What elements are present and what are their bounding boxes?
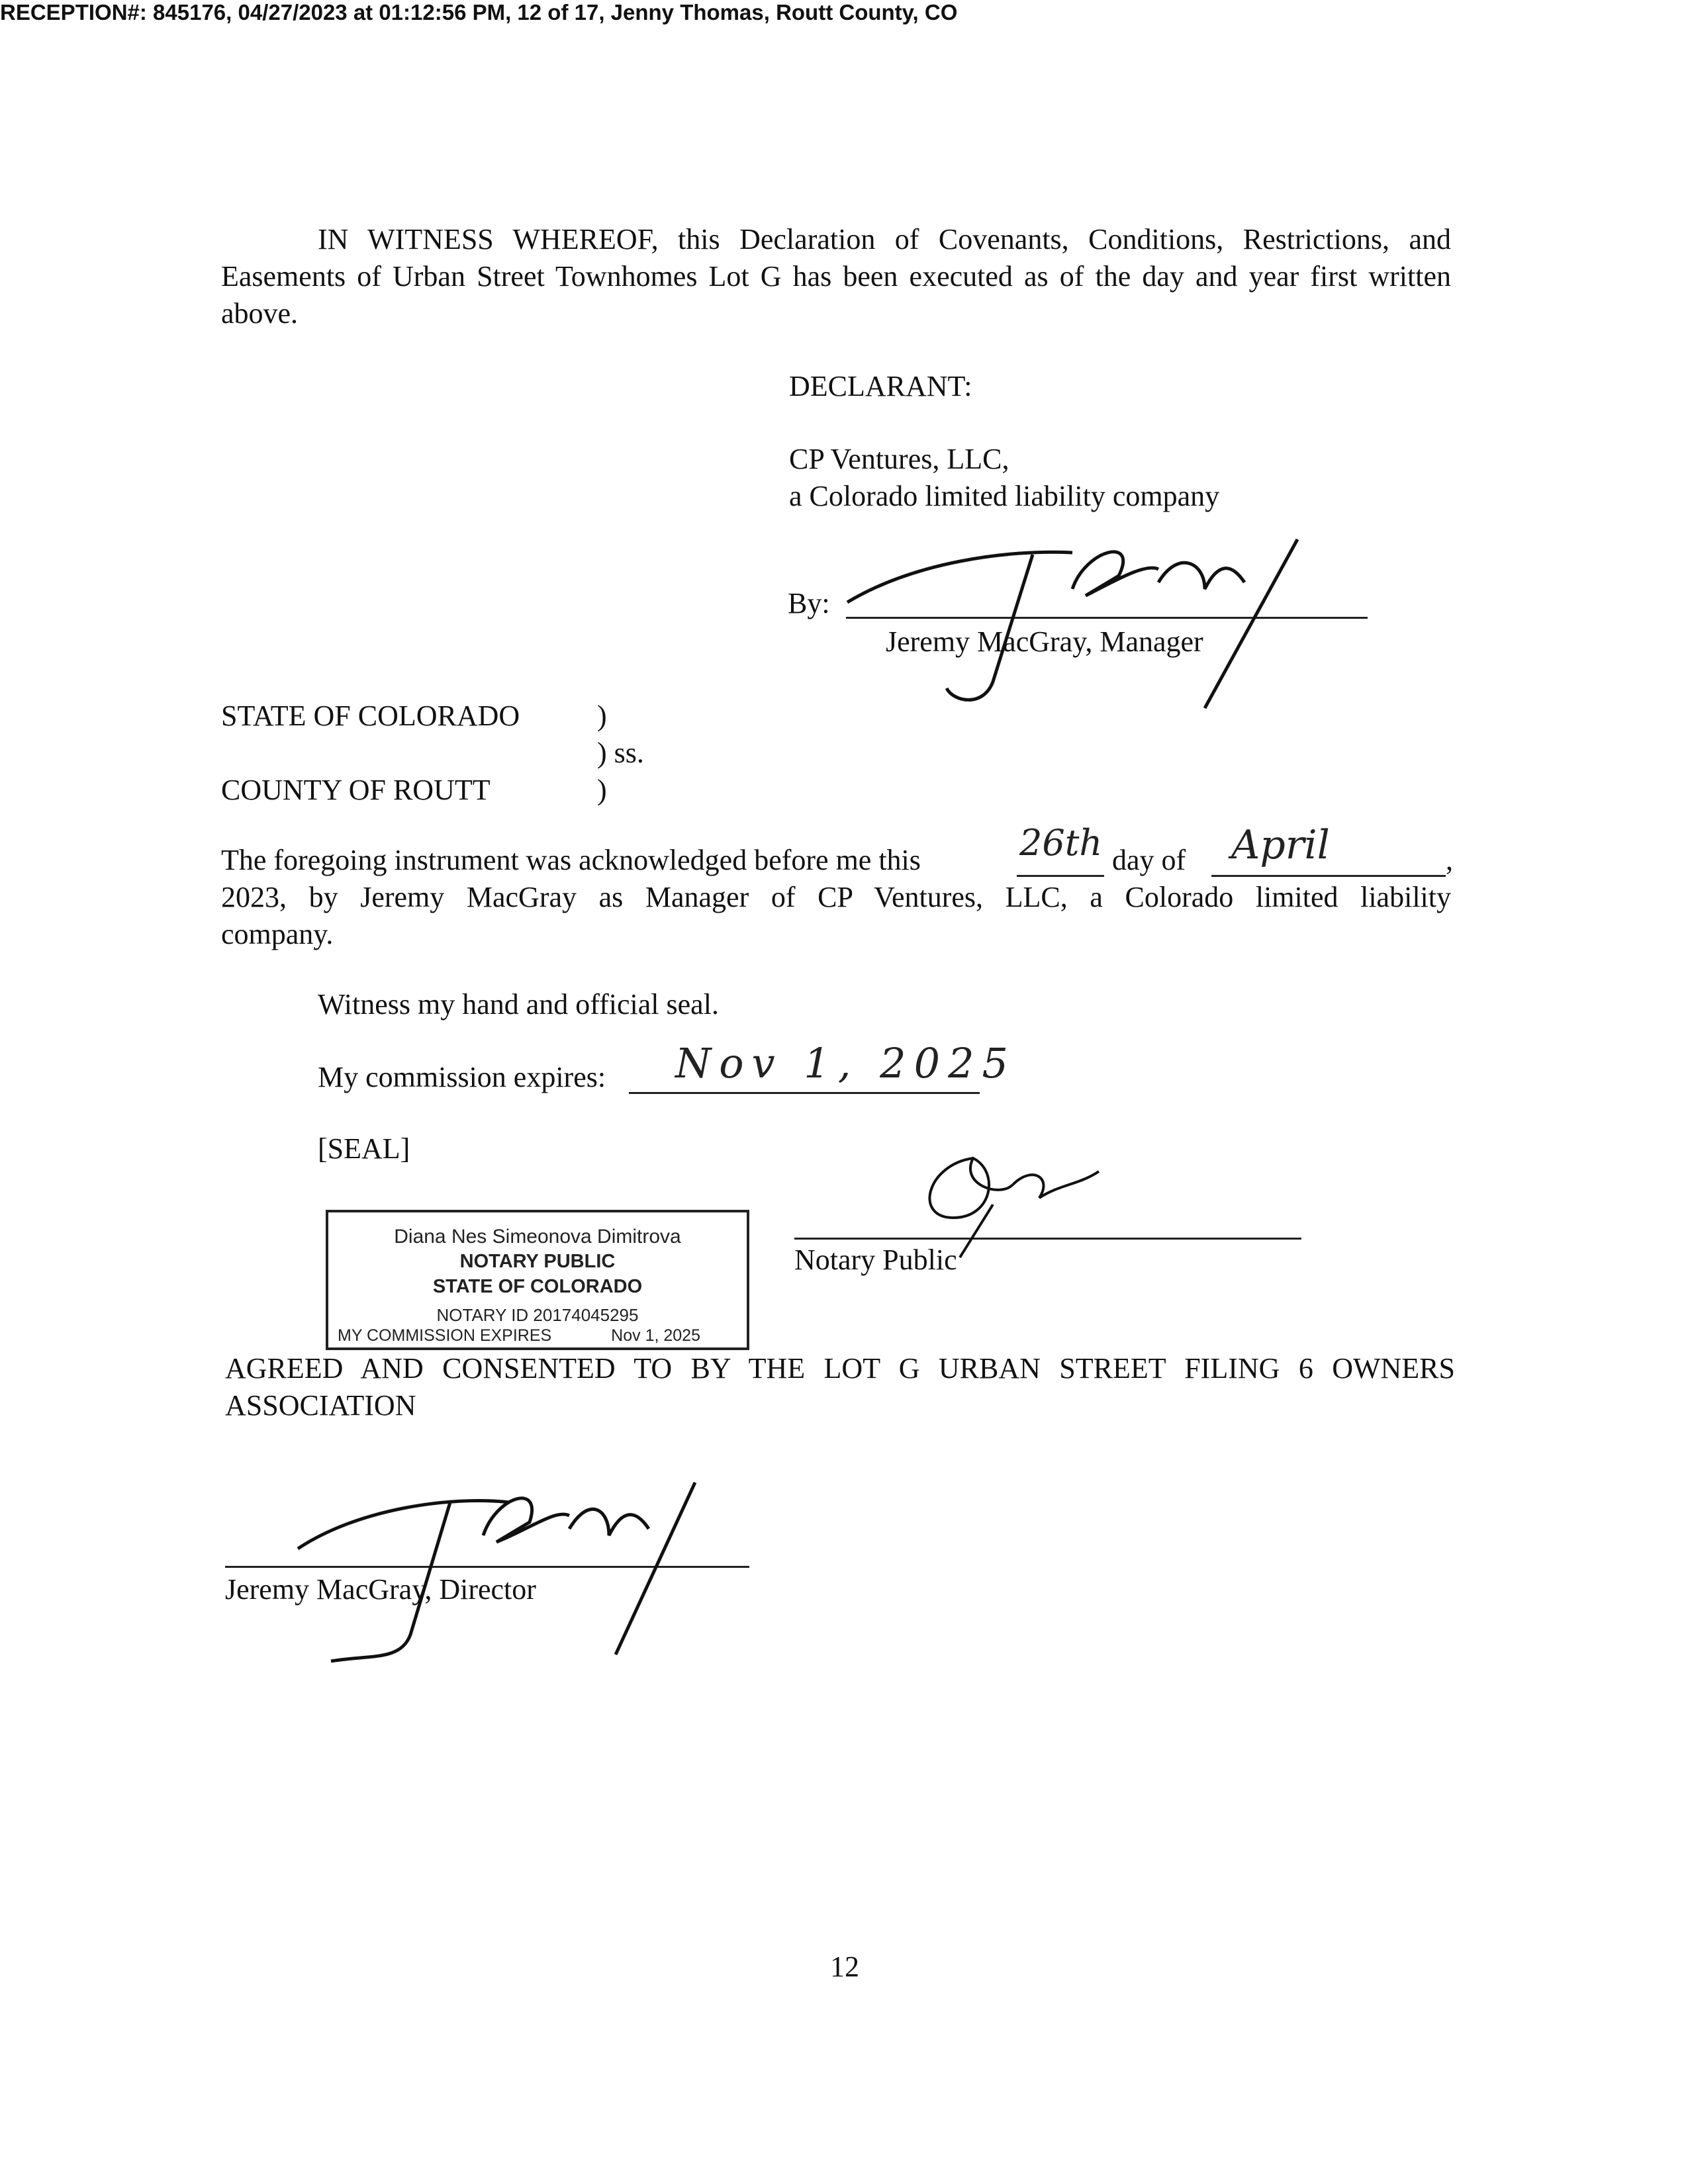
ack-month-line <box>1211 875 1446 877</box>
stamp-title: NOTARY PUBLIC <box>459 1251 616 1272</box>
venue-county: COUNTY OF ROUTT <box>221 774 491 806</box>
venue-paren-bottom: ) <box>597 774 607 806</box>
ack-day-line <box>1017 875 1104 877</box>
agreement-line1: AGREED AND CONSENTED TO BY THE LOT G URBAN STREET FILING 6 OWNERS <box>225 1352 1455 1385</box>
ack-line3: company. <box>221 918 334 950</box>
by-label: By: <box>788 587 830 619</box>
stamp-state: STATE OF COLORADO <box>432 1276 643 1297</box>
venue-paren-top: ) <box>597 700 607 732</box>
declarant-signer: Jeremy MacGray, Manager <box>886 625 1203 658</box>
stamp-expires-date: Nov 1, 2025 <box>611 1326 700 1345</box>
declarant-company-type: a Colorado limited liability company <box>789 480 1220 512</box>
ack-day-value: 26th <box>1019 822 1103 864</box>
notary-stamp <box>326 1210 749 1350</box>
commission-value: Nov 1, 2025 <box>675 1039 1016 1087</box>
page-number: 12 <box>830 1950 859 1983</box>
ack-comma: , <box>1446 844 1453 876</box>
ack-line2: 2023, by Jeremy MacGray as Manager of CP Ventures, LLC, a Colorado limited liability <box>221 881 1451 913</box>
commission-line <box>629 1092 980 1094</box>
venue-ss: ) ss. <box>597 737 644 769</box>
ack-line1-part1: The foregoing instrument was acknowledged before me this <box>221 844 921 876</box>
declarant-heading: DECLARANT: <box>789 370 972 402</box>
stamp-expires-label: MY COMMISSION EXPIRES <box>338 1326 552 1345</box>
ack-line1-part2: day of <box>1112 844 1186 876</box>
venue-state: STATE OF COLORADO <box>221 700 520 732</box>
director-signer: Jeremy MacGray, Director <box>225 1573 536 1606</box>
ack-month-value: April <box>1231 822 1330 868</box>
notary-public-label: Notary Public <box>794 1244 957 1276</box>
declarant-signature <box>834 523 1337 735</box>
witness-hand-text: Witness my hand and official seal. <box>318 988 719 1021</box>
commission-label: My commission expires: <box>318 1061 606 1093</box>
seal-label: [SEAL] <box>318 1132 410 1165</box>
agreement-line2: ASSOCIATION <box>225 1389 416 1422</box>
stamp-name: Diana Nes Simeonova Dimitrova <box>394 1226 681 1248</box>
reception-header: RECEPTION#: 845176, 04/27/2023 at 01:12:56 PM, 12 of 17, Jenny Thomas, Routt County, CO <box>0 0 958 24</box>
declarant-company: CP Ventures, LLC, <box>789 443 1009 475</box>
witness-paragraph: IN WITNESS WHEREOF, this Declaration of Covenants, Conditions, Restrictions, and Easements of Urban Street Townhomes Lot G has been executed as of the day and year first written above. <box>221 223 1451 330</box>
stamp-notary-id: NOTARY ID 20174045295 <box>436 1305 639 1325</box>
